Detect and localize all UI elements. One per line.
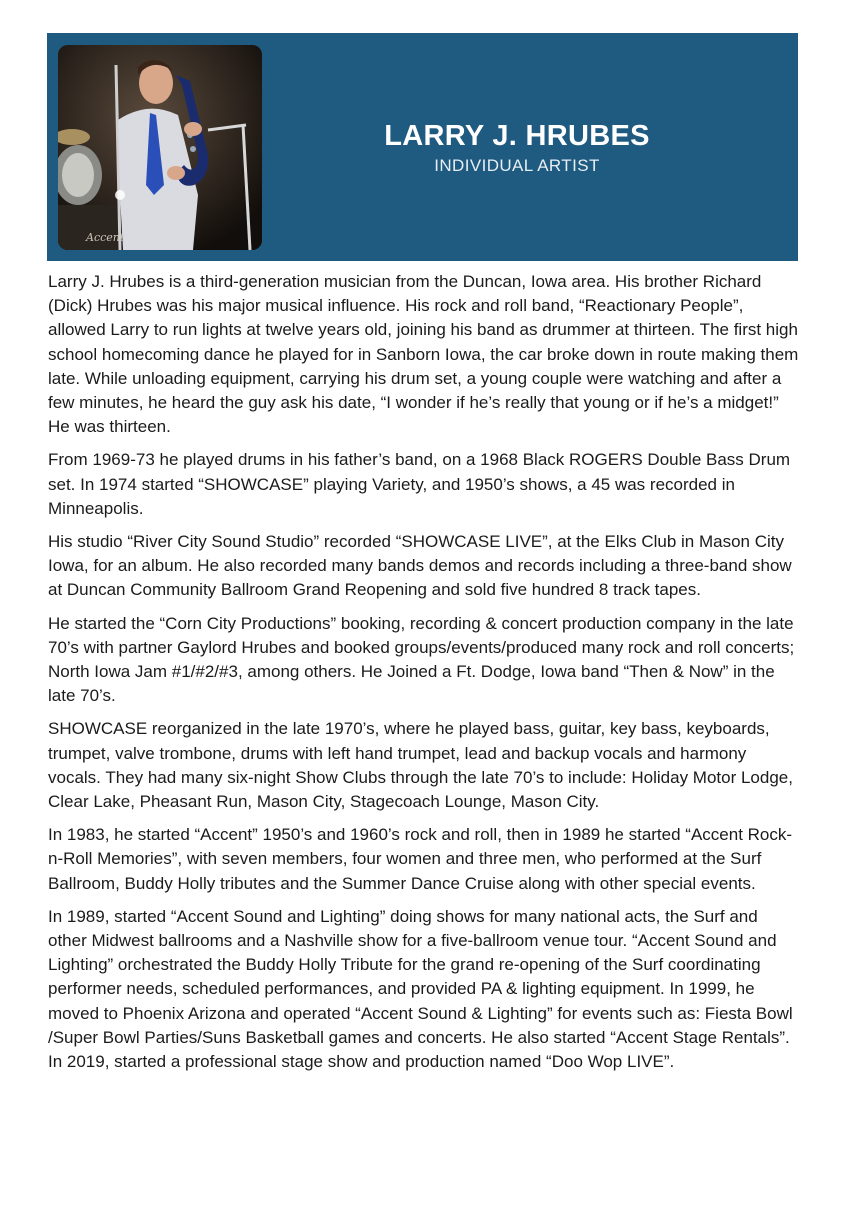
- bio-paragraph: In 1989, started “Accent Sound and Lighting” doing shows for many national acts, the Surf and other Midwest ballrooms and a Nashville show for a five-ballroom venue tour. “Accent Sound and Lighting” orchestrated the Buddy Holly Tribute for the grand re-opening of the Surf coordinating performer needs, scheduled performances, and provided PA & lighting equipment. In 1999, he moved to Phoenix Arizona and operated “Accent Sound & Lighting” for events such as: Fiesta Bowl /Super Bowl Parties/Suns Basketball games and concerts. He also started “Accent Stage Rentals”. In 2019, started a professional stage show and production named “Doo Wop LIVE”.: [48, 906, 793, 1072]
- bio-paragraph: SHOWCASE reorganized in the late 1970’s, where he played bass, guitar, key bass, keyboards, trumpet, valve trombone, drums with left hand trumpet, lead and backup vocals and harmony vocals. They had many six-night Show Clubs through the late 70’s to include: Holiday Motor Lodge, Clear Lake, Pheasant Run, Mason City, Stagecoach Lounge, Mason City.: [48, 719, 793, 812]
- artist-photo: [58, 45, 262, 250]
- title-block: [347, 119, 687, 177]
- bio-paragraph: From 1969-73 he played drums in his father’s band, on a 1968 Black ROGERS Double Bass Drum set. In 1974 started “SHOWCASE” playing Variety, and 1950’s shows, a 45 was recorded in Minneapolis.: [48, 450, 791, 518]
- artist-name: LARRY J. HRUBES: [384, 120, 650, 152]
- artist-category: INDIVIDUAL ARTIST: [434, 156, 600, 175]
- artist-photo-image: [58, 45, 262, 250]
- bio-paragraph: In 1983, he started “Accent” 1950’s and 1960’s rock and roll, then in 1989 he started “Accent Rock-n-Roll Memories”, with seven members, four women and three men, who performed at the Surf Ballroom, Buddy Holly tributes and the Summer Dance Cruise along with other special events.: [48, 825, 793, 893]
- bio-paragraph: He started the “Corn City Productions” booking, recording & concert production company in the late 70’s with partner Gaylord Hrubes and booked groups/events/produced many rock and roll concerts; North Iowa Jam #1/#2/#3, among others. He Joined a Ft. Dodge, Iowa band “Then & Now” in the late 70’s.: [48, 613, 795, 706]
- photo-signature: Accent: [86, 231, 125, 244]
- bio-paragraph: Larry J. Hrubes is a third-generation musician from the Duncan, Iowa area. His brother Richard (Dick) Hrubes was his major musical influence. His rock and roll band, “Reactionary People”, allowed Larry to run lights at twelve years old, joining his band as drummer at thirteen. The first high school homecoming dance he played for in Sanborn Iowa, the car broke down in route making them late. While unloading equipment, carrying his drum set, a young couple were watching and after a few minutes, he heard the guy ask his date, “I wonder if he’s really that young or if he’s a midget!” He was thirteen.: [48, 272, 799, 437]
- biography: [48, 270, 800, 1083]
- header-banner: [47, 33, 798, 261]
- bio-paragraph: His studio “River City Sound Studio” recorded “SHOWCASE LIVE”, at the Elks Club in Mason City Iowa, for an album. He also recorded many bands demos and records including a three-band show at Duncan Community Ballroom Grand Reopening and sold five hundred 8 track tapes.: [48, 532, 792, 600]
